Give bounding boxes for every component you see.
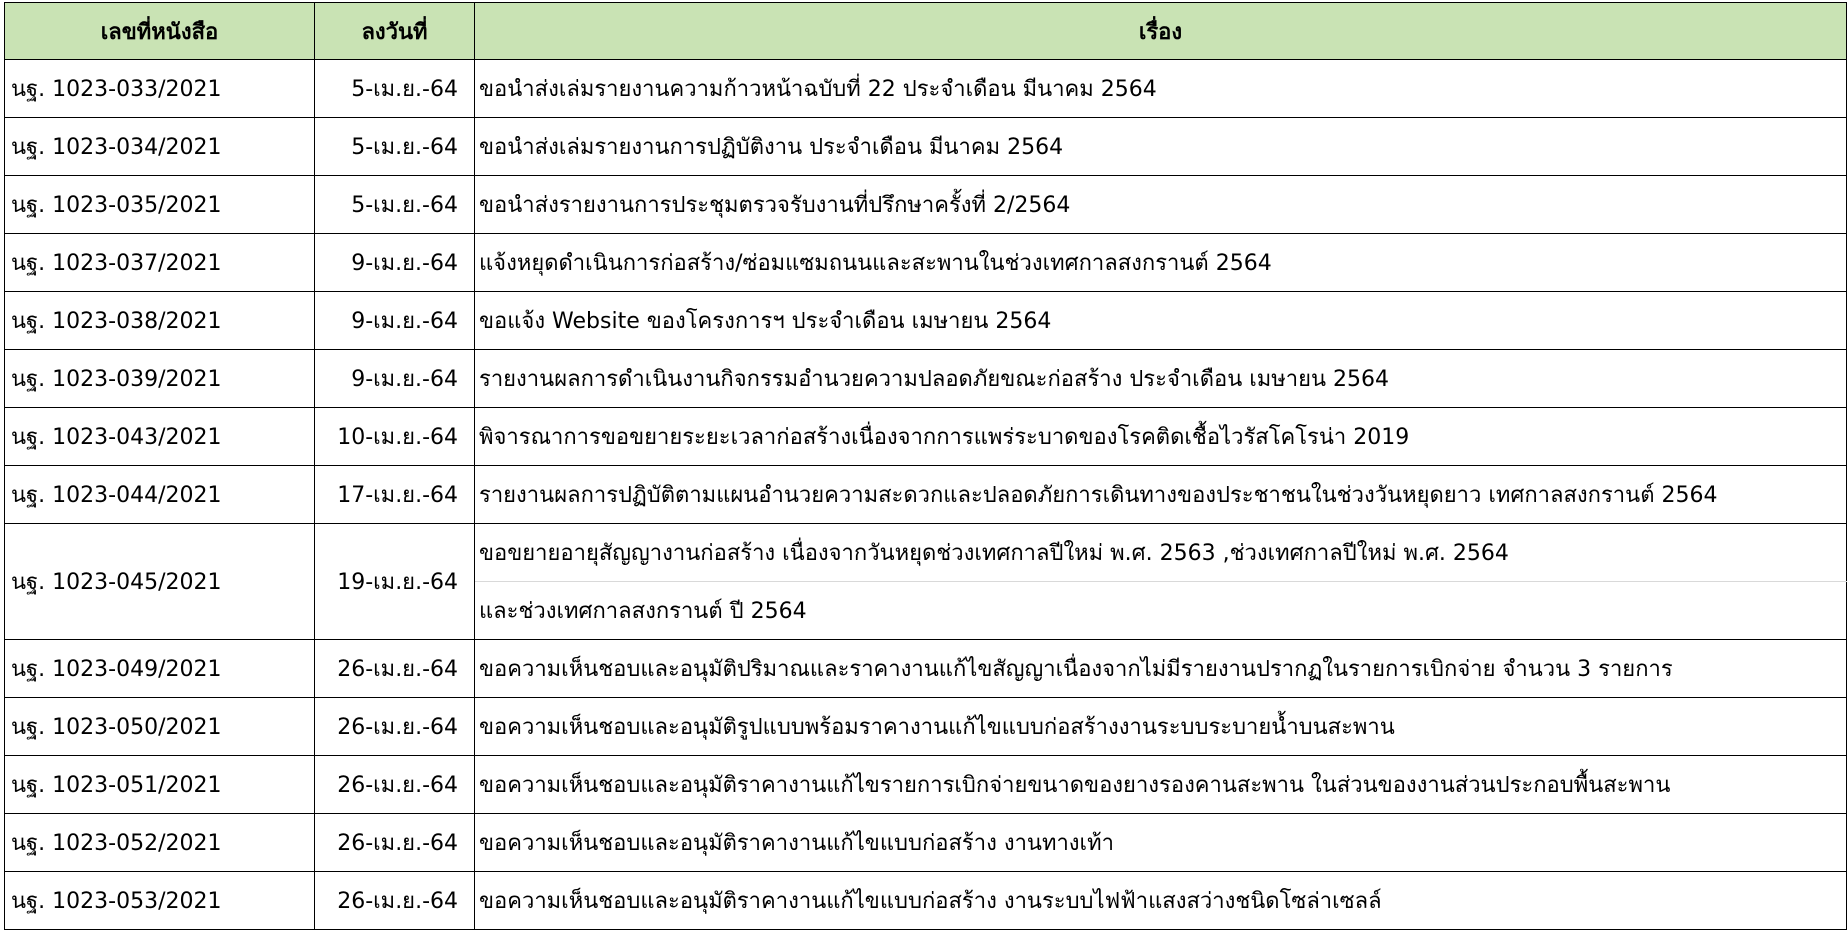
table-row xyxy=(5,640,1847,698)
subject-cell: ขอนำส่งรายงานการประชุมตรวจรับงานที่ปรึกษาครั้งที่ 2/2564 xyxy=(475,176,1847,234)
subject-cell: รายงานผลการดำเนินงานกิจกรรมอำนวยความปลอดภัยขณะก่อสร้าง ประจำเดือน เมษายน 2564 xyxy=(475,350,1847,408)
doc-no-cell: นฐ. 1023-045/2021 xyxy=(5,524,315,640)
header-subject: เรื่อง xyxy=(475,3,1847,60)
subject-cell: ขอความเห็นชอบและอนุมัติรูปแบบพร้อมราคางานแก้ไขแบบก่อสร้างงานระบบระบายน้ำบนสะพาน xyxy=(475,698,1847,756)
subject-cell: ขอนำส่งเล่มรายงานการปฏิบัติงาน ประจำเดือน มีนาคม 2564 xyxy=(475,118,1847,176)
date-cell: 5-เม.ย.-64 xyxy=(315,118,475,176)
table-row xyxy=(5,756,1847,814)
table-row xyxy=(5,350,1847,408)
header-row xyxy=(5,3,1847,60)
table-row xyxy=(5,292,1847,350)
letters-table xyxy=(4,2,1847,930)
table-row xyxy=(5,60,1847,118)
date-cell: 9-เม.ย.-64 xyxy=(315,292,475,350)
subject-cell: ขอความเห็นชอบและอนุมัติราคางานแก้ไขรายการเบิกจ่ายขนาดของยางรองคานสะพาน ในส่วนของงานส่วนประกอบพื้นสะพาน xyxy=(475,756,1847,814)
table-row xyxy=(5,698,1847,756)
table-row xyxy=(5,234,1847,292)
table-row xyxy=(5,814,1847,872)
date-cell: 26-เม.ย.-64 xyxy=(315,756,475,814)
doc-no-cell: นฐ. 1023-049/2021 xyxy=(5,640,315,698)
doc-no-cell: นฐ. 1023-051/2021 xyxy=(5,756,315,814)
doc-no-cell: นฐ. 1023-034/2021 xyxy=(5,118,315,176)
date-cell: 17-เม.ย.-64 xyxy=(315,466,475,524)
document-page xyxy=(4,2,1847,930)
subject-cell: ขอแจ้ง Website ของโครงการฯ ประจำเดือน เมษายน 2564 xyxy=(475,292,1847,350)
date-cell: 9-เม.ย.-64 xyxy=(315,234,475,292)
doc-no-cell: นฐ. 1023-039/2021 xyxy=(5,350,315,408)
subject-cell: รายงานผลการปฏิบัติตามแผนอำนวยความสะดวกและปลอดภัยการเดินทางของประชาชนในช่วงวันหยุดยาว เทศกาลสงกรานต์ 2564 xyxy=(475,466,1847,524)
doc-no-cell: นฐ. 1023-052/2021 xyxy=(5,814,315,872)
doc-no-cell: นฐ. 1023-050/2021 xyxy=(5,698,315,756)
subject-cell: ขอนำส่งเล่มรายงานความก้าวหน้าฉบับที่ 22 ประจำเดือน มีนาคม 2564 xyxy=(475,60,1847,118)
subject-cell-line2: และช่วงเทศกาลสงกรานต์ ปี 2564 xyxy=(475,582,1847,640)
doc-no-cell: นฐ. 1023-033/2021 xyxy=(5,60,315,118)
table-row xyxy=(5,118,1847,176)
doc-no-cell: นฐ. 1023-053/2021 xyxy=(5,872,315,930)
date-cell: 26-เม.ย.-64 xyxy=(315,640,475,698)
table-row xyxy=(5,872,1847,930)
doc-no-cell: นฐ. 1023-043/2021 xyxy=(5,408,315,466)
table-row xyxy=(5,408,1847,466)
table-row xyxy=(5,524,1847,582)
header-date: ลงวันที่ xyxy=(315,3,475,60)
date-cell: 26-เม.ย.-64 xyxy=(315,698,475,756)
subject-cell: พิจารณาการขอขยายระยะเวลาก่อสร้างเนื่องจากการแพร่ระบาดของโรคติดเชื้อไวรัสโคโรน่า 2019 xyxy=(475,408,1847,466)
subject-cell: ขอขยายอายุสัญญางานก่อสร้าง เนื่องจากวันหยุดช่วงเทศกาลปีใหม่ พ.ศ. 2563 ,ช่วงเทศกาลปีใหม่ พ.ศ. 2564 xyxy=(475,524,1847,582)
subject-cell: ขอความเห็นชอบและอนุมัติปริมาณและราคางานแก้ไขสัญญาเนื่องจากไม่มีรายงานปรากฏในรายการเบิกจ่าย จำนวน 3 รายการ xyxy=(475,640,1847,698)
header-doc-no: เลขที่หนังสือ xyxy=(5,3,315,60)
subject-cell: ขอความเห็นชอบและอนุมัติราคางานแก้ไขแบบก่อสร้าง งานระบบไฟฟ้าแสงสว่างชนิดโซล่าเซลล์ xyxy=(475,872,1847,930)
doc-no-cell: นฐ. 1023-035/2021 xyxy=(5,176,315,234)
date-cell: 9-เม.ย.-64 xyxy=(315,350,475,408)
table-row xyxy=(5,176,1847,234)
date-cell: 19-เม.ย.-64 xyxy=(315,524,475,640)
date-cell: 10-เม.ย.-64 xyxy=(315,408,475,466)
table-row xyxy=(5,466,1847,524)
subject-cell: แจ้งหยุดดำเนินการก่อสร้าง/ซ่อมแซมถนนและสะพานในช่วงเทศกาลสงกรานต์ 2564 xyxy=(475,234,1847,292)
doc-no-cell: นฐ. 1023-044/2021 xyxy=(5,466,315,524)
subject-cell: ขอความเห็นชอบและอนุมัติราคางานแก้ไขแบบก่อสร้าง งานทางเท้า xyxy=(475,814,1847,872)
date-cell: 26-เม.ย.-64 xyxy=(315,872,475,930)
doc-no-cell: นฐ. 1023-037/2021 xyxy=(5,234,315,292)
date-cell: 5-เม.ย.-64 xyxy=(315,176,475,234)
doc-no-cell: นฐ. 1023-038/2021 xyxy=(5,292,315,350)
date-cell: 26-เม.ย.-64 xyxy=(315,814,475,872)
date-cell: 5-เม.ย.-64 xyxy=(315,60,475,118)
